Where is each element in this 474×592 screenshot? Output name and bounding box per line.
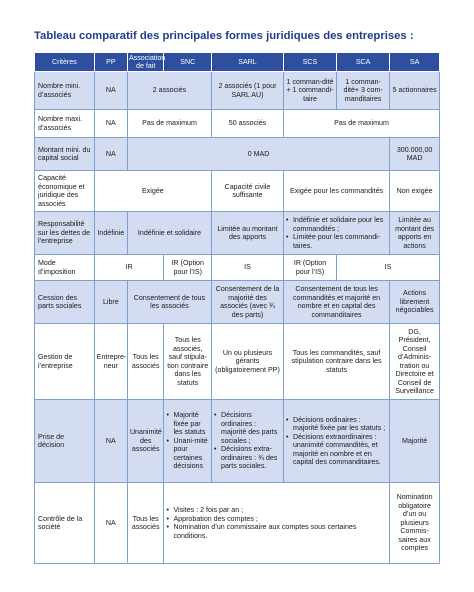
cell-sca: 1 comman-dité+ 3 com-manditaires bbox=[337, 72, 390, 110]
cell-sarl: Limitée au montant des apports bbox=[212, 212, 284, 255]
header-sarl: SARL bbox=[212, 53, 284, 72]
cell-pp: NA bbox=[94, 110, 127, 138]
cell-pp-snc: Exigée bbox=[94, 171, 211, 212]
cell-pp: NA bbox=[94, 138, 127, 171]
table-row bbox=[35, 281, 440, 324]
page-title: Tableau comparatif des principales formes juridiques des entreprises : bbox=[34, 30, 414, 42]
cell-scs: 1 comman-dité + 1 commandi-taire bbox=[283, 72, 336, 110]
cell-assoc-snc: 2 associés bbox=[127, 72, 211, 110]
cell-sca-sa: IS bbox=[337, 255, 440, 281]
cell-pp: NA bbox=[94, 483, 127, 564]
bullet-item: • Indéfinie et solidaire pour les commandités ; bbox=[286, 216, 387, 233]
bullet-item: • Nomination d’un commissaire aux comptes sous certaines conditions. bbox=[166, 523, 387, 540]
row-label: Nombre maxi. d’associés bbox=[35, 110, 95, 138]
header-sa: SA bbox=[390, 53, 440, 72]
bullet-item: • Décisions ordinaires : majorité fixée par les statuts ; bbox=[286, 416, 387, 433]
cell-sa: Non exigée bbox=[390, 171, 440, 212]
cell-sa: Majorité bbox=[390, 400, 440, 483]
comparison-table bbox=[34, 52, 440, 564]
cell-pp: NA bbox=[94, 72, 127, 110]
header-scs: SCS bbox=[283, 53, 336, 72]
row-label: Contrôle de la société bbox=[35, 483, 95, 564]
header-association: Association de fait bbox=[128, 53, 166, 70]
bullet-item: • Majorité fixée par les statuts bbox=[166, 411, 209, 437]
cell-sarl: Capacité civile suffisante bbox=[212, 171, 284, 212]
cell-pp: Entrepre-neur bbox=[94, 324, 127, 400]
cell-scs-sca: Exigée pour les commandités bbox=[283, 171, 389, 212]
cell-assoc-snc: Pas de maximum bbox=[127, 110, 211, 138]
table-row bbox=[35, 138, 440, 171]
cell-sa: Limitée au montant des apports en actions bbox=[390, 212, 440, 255]
cell-sarl: Consentement de la majorité des associés (avec ¾ des parts) bbox=[212, 281, 284, 324]
table-header-row bbox=[35, 53, 440, 72]
row-label: Montant mini. du capital social bbox=[35, 138, 95, 171]
header-pp: PP bbox=[94, 53, 127, 72]
cell-pp-assoc: IR bbox=[94, 255, 164, 281]
table-row bbox=[35, 324, 440, 400]
row-label: Responsabilité sur les dettes de l’entreprise bbox=[35, 212, 95, 255]
cell-scs-sca: Tous les commandités, sauf stipulation contraire dans les statuts bbox=[283, 324, 389, 400]
cell-snc bbox=[164, 400, 212, 483]
cell-middle bbox=[164, 483, 390, 564]
cell-scs: IR (Option pour l’IS) bbox=[283, 255, 336, 281]
cell-sarl bbox=[212, 400, 284, 483]
cell-sarl: 2 associés (1 pour SARL AU) bbox=[212, 72, 284, 110]
table-row bbox=[35, 212, 440, 255]
cell-sarl: 50 associés bbox=[212, 110, 284, 138]
bullet-item: • Approbation des comptes ; bbox=[166, 515, 387, 524]
cell-assoc: Unanimité des associés bbox=[127, 400, 164, 483]
table-row bbox=[35, 72, 440, 110]
bullet-item: • Décisions extraordinaires : unanimité commandités, et majorité en nombre et en capital des commanditaires. bbox=[286, 433, 387, 467]
cell-assoc-snc: Indéfinie et solidaire bbox=[127, 212, 211, 255]
row-label: Nombre mini. d’associés bbox=[35, 72, 95, 110]
bullet-item: • Unani-mité pour certaines décisions bbox=[166, 437, 209, 471]
cell-assoc-snc: Consentement de tous les associés bbox=[127, 281, 211, 324]
cell-sa: 5 actionnaires bbox=[390, 72, 440, 110]
cell-sa: Actions librement négociables bbox=[390, 281, 440, 324]
cell-sa: DG, Président, Conseil d’Adminis-tration ou Directoire et Conseil de Surveillance bbox=[390, 324, 440, 400]
cell-pp: Libre bbox=[94, 281, 127, 324]
cell-sa: 300.000,00 MAD bbox=[390, 138, 440, 171]
cell-middle: 0 MAD bbox=[127, 138, 389, 171]
cell-sarl: IS bbox=[212, 255, 284, 281]
header-criteres: Critères bbox=[35, 53, 95, 72]
header-sca: SCA bbox=[337, 53, 390, 72]
row-label: Capacité économique et juridique des associés bbox=[35, 171, 95, 212]
table-row bbox=[35, 171, 440, 212]
bullet-item: • Décisions extra-ordinaires : ¾ des parts sociales. bbox=[214, 445, 281, 471]
cell-scs-sca bbox=[283, 212, 389, 255]
cell-pp: NA bbox=[94, 400, 127, 483]
cell-assoc: Tous les associés bbox=[127, 483, 164, 564]
cell-scs-sca: Consentement de tous les commandités et majorité en nombre et en capital des commanditaires bbox=[283, 281, 389, 324]
cell-snc: IR (Option pour l’IS) bbox=[164, 255, 212, 281]
cell-scs-sa: Pas de maximum bbox=[283, 110, 439, 138]
row-label: Cession des parts sociales bbox=[35, 281, 95, 324]
cell-snc: Tous les associés, sauf stipula-tion contraire dans les statuts bbox=[164, 324, 212, 400]
bullet-item: • Limitée pour les commandi-taires. bbox=[286, 233, 387, 250]
table-row bbox=[35, 400, 440, 483]
cell-sa: Nomination obligatoire d’un ou plusieurs Commis-saires aux comptes bbox=[390, 483, 440, 564]
cell-assoc: Tous les associés bbox=[127, 324, 164, 400]
table-row bbox=[35, 110, 440, 138]
bullet-item: • Décisions ordinaires : majorité des parts sociales ; bbox=[214, 411, 281, 445]
bullet-item: • Visites : 2 fois par an ; bbox=[166, 506, 387, 515]
cell-pp: Indéfinie bbox=[94, 212, 127, 255]
cell-sarl: Un ou plusieurs gérants (obligatoirement PP) bbox=[212, 324, 284, 400]
row-label: Mode d’imposition bbox=[35, 255, 95, 281]
table-row bbox=[35, 483, 440, 564]
row-label: Prise de décision bbox=[35, 400, 95, 483]
row-label: Gestion de l’entreprise bbox=[35, 324, 95, 400]
cell-scs-sca bbox=[283, 400, 389, 483]
header-snc: SNC bbox=[164, 53, 212, 72]
table-row bbox=[35, 255, 440, 281]
